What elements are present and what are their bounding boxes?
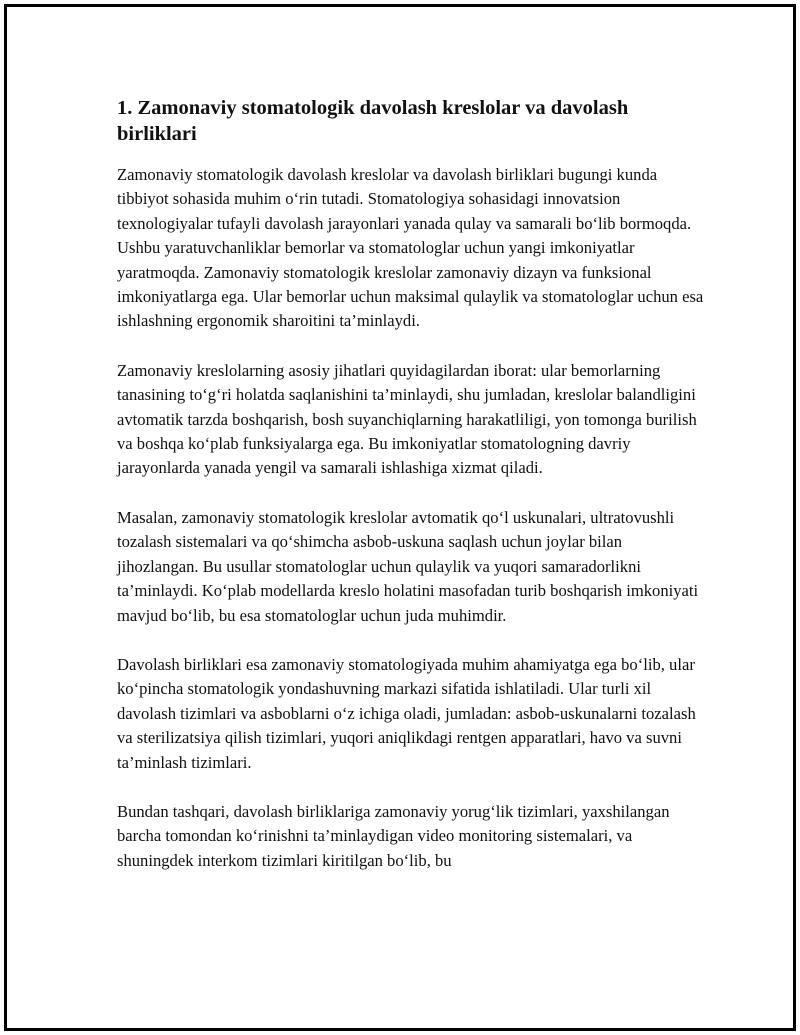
document-body xyxy=(117,95,707,898)
paragraph-2: Zamonaviy kreslolarning asosiy jihatlari quyidagilardan iborat: ular bemorlarning tanasining to‘g‘ri holatda saqlanishini ta’minlaydi, shu jumladan, kreslolar balandligini avtomatik tarzda boshqarish, bosh suyanchiqlarning harakatliligi, yon tomonga burilish va boshqa ko‘plab funksiyalarga ega. Bu imkoniyatlar stomatologning davriy jarayonlarda yanada yengil va samarali ishlashiga xizmat qiladi. xyxy=(117,360,697,478)
paragraph-3: Masalan, zamonaviy stomatologik kreslolar avtomatik qo‘l uskunalari, ultratovushli tozalash sistemalari va qo‘shimcha asbob-uskuna saqlash uchun joylar bilan jihozlangan. Bu usullar stomatologlar uchun qulaylik va yuqori samaradorlikni ta’minlaydi. Ko‘plab modellarda kreslo holatini masofadan turib boshqarish imkoniyati mavjud bo‘lib, bu esa stomatologlar uchun juda muhimdir. xyxy=(117,507,699,625)
paragraph-4: Davolash birliklari esa zamonaviy stomatologiyada muhim ahamiyatga ega bo‘lib, ular ko‘pincha stomatologik yondashuvning markazi sifatida ishlatiladi. Ular turli xil davolash tizimlari va asboblarni o‘z ichiga oladi, jumladan: asbob-uskunalarni tozalash va sterilizatsiya qilish tizimlari, yuqori aniqlikdagi rentgen apparatlari, havo va suvni ta’minlash tizimlari. xyxy=(117,654,696,772)
document-title: 1. Zamonaviy stomatologik davolash kreslolar va davolash birliklari xyxy=(117,97,629,145)
paragraph-5: Bundan tashqari, davolash birliklariga zamonaviy yorug‘lik tizimlari, yaxshilangan barcha tomondan ko‘rinishni ta’minlaydigan video monitoring sistemalari, va shuningdek interkom tizimlari kiritilgan bo‘lib, bu xyxy=(117,801,670,870)
paragraph-1: Zamonaviy stomatologik davolash kreslolar va davolash birliklari bugungi kunda tibbiyot sohasida muhim o‘rin tutadi. Stomatologiya sohasidagi innovatsion texnologiyalar tufayli davolash jarayonlari yanada qulay va samarali bo‘lib bormoqda. Ushbu yaratuvchanliklar bemorlar va stomatologlar uchun yangi imkoniyatlar yaratmoqda. Zamonaviy stomatologik kreslolar zamonaviy dizayn va funksional imkoniyatlarga ega. Ular bemorlar uchun maksimal qulaylik va stomatologlar uchun esa ishlashning ergonomik sharoitini ta’minlaydi. xyxy=(117,165,704,331)
